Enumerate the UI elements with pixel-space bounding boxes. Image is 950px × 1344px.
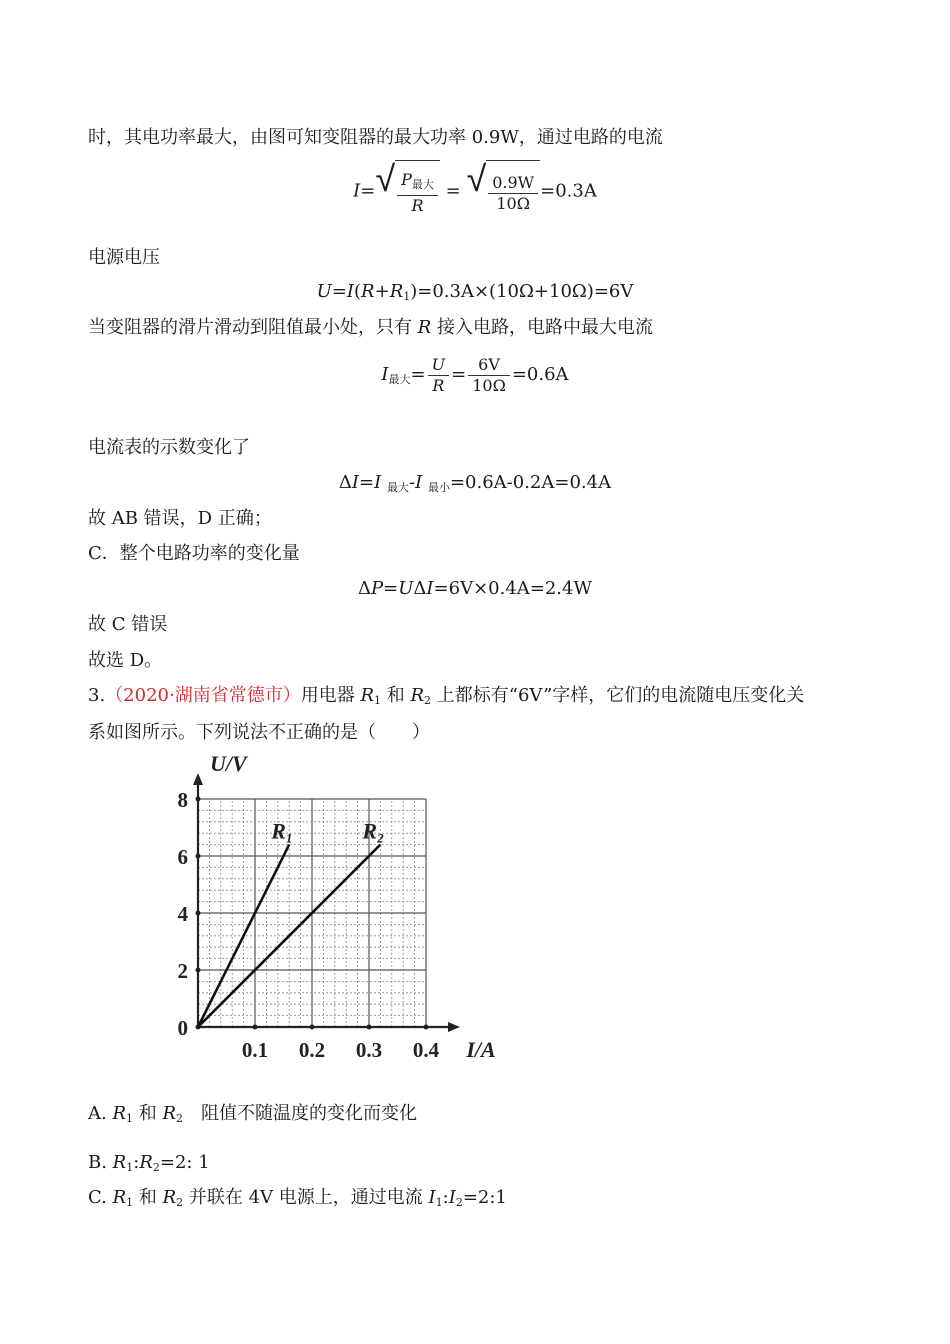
sqrt-1: √ $\frac{P_{最大}}{R}$ <box>375 160 440 223</box>
series-line-r2 <box>198 845 380 1027</box>
x-axis-arrow-icon <box>448 1022 460 1032</box>
y-tick-label: 8 <box>177 788 188 812</box>
question-source: （2020·湖南省常德市） <box>105 685 301 706</box>
text-line-2: 电源电压 <box>88 247 160 268</box>
x-tick-mark <box>310 1025 315 1030</box>
question-3-line-2: 系如图所示。下列说法不正确的是（ ） <box>88 722 430 743</box>
x-tick-label: 0.4 <box>412 1038 440 1062</box>
text-line-1: 时，其电功率最大，由图可知变阻器的最大功率 0.9W，通过电路的电流 <box>88 127 663 148</box>
text-line-4: 电流表的示数变化了 <box>88 437 250 458</box>
series-label-subscript: 2 <box>377 830 384 846</box>
text-line-5: 故 AB 错误，D 正确； <box>88 508 272 529</box>
x-tick-mark <box>253 1025 258 1030</box>
option-b: B. $R_1:R_2=2$: 1 <box>88 1152 210 1174</box>
series-label-subscript: 1 <box>285 830 293 846</box>
formula-delta-current: ΔI=I $_{最大}$-I $_{最小}$=0.6A-0.2A=0.4A <box>338 472 612 494</box>
formula-max-current: $I_{最大}=$ $\frac{U}{R}$ = $\frac{6V}{10\Omega}$ =0.6A <box>381 354 569 395</box>
x-tick-label: 0.1 <box>241 1038 269 1062</box>
y-tick-label: 0 <box>177 1016 188 1040</box>
sqrt-2: √ $\frac{0.9W}{10\Omega}$ <box>466 160 540 223</box>
x-tick-mark <box>367 1025 372 1030</box>
text-line-8: 故选 D。 <box>88 650 163 671</box>
y-tick-label: 6 <box>177 845 188 869</box>
formula-current: I= √ $\frac{P_{最大}}{R}$ = √ $\frac{0.9W}{10\Omega}$ =0.3A <box>0 160 950 223</box>
y-tick-label: 2 <box>177 959 188 983</box>
series-label-r2: R2 <box>362 818 384 846</box>
text-line-3: 当变阻器的滑片滑动到阻值最小处，只有 R 接入电路，电路中最大电流 <box>88 317 654 338</box>
y-tick-mark <box>196 854 201 859</box>
text-line-6: C．整个电路功率的变化量 <box>88 543 300 564</box>
x-tick-mark <box>424 1025 429 1030</box>
x-tick-label: 0.3 <box>355 1038 383 1062</box>
y-tick-mark <box>196 968 201 973</box>
option-c: C. $R_1$ 和 $R_2$ 并联在 4V 电源上，通过电流 $I_1:I_2=2:1$ <box>88 1187 507 1209</box>
text-line-7: 故 C 错误 <box>88 614 168 635</box>
x-tick-label: 0.2 <box>298 1038 326 1062</box>
question-3-line-1: 3.（2020·湖南省常德市）用电器 $R_1$ 和 $R_2$ 上都标有“6V”字样，它们的电流随电压变化关 <box>88 685 805 707</box>
y-tick-mark <box>196 797 201 802</box>
y-tick-label: 4 <box>177 902 188 926</box>
y-axis-label: U/V <box>210 751 247 776</box>
formula-delta-power: ΔP=UΔI=6V×0.4A=2.4W <box>358 578 592 599</box>
formula-symbol: I <box>353 180 361 202</box>
formula-voltage: $U=I(R+R_1)=0.3A\times(10\Omega+10\Omega)=6V$ <box>316 281 634 303</box>
y-tick-mark <box>196 911 201 916</box>
option-a: A. $R_1$ 和 $R_2$ 阻值不随温度的变化而变化 <box>88 1103 418 1125</box>
series-label-r1: R1 <box>271 818 293 846</box>
y-axis-arrow-icon <box>193 773 203 785</box>
x-axis-label: I/A <box>466 1037 496 1062</box>
u-i-graph <box>170 751 500 1070</box>
